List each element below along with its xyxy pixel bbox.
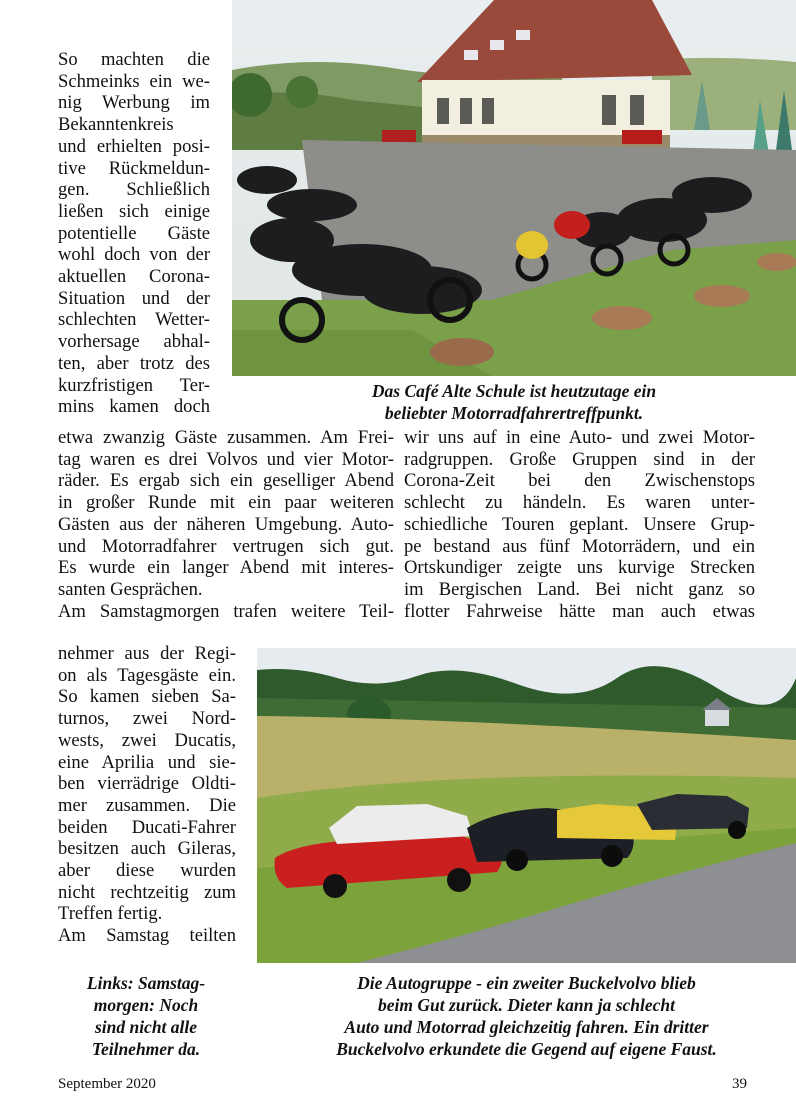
text-line: vorhersage abhal- bbox=[58, 331, 210, 353]
footer-date: September 2020 bbox=[58, 1076, 156, 1092]
text-line: tag waren es drei Volvos und vier Motor- bbox=[58, 448, 394, 470]
text-line: nicht rechtzeitig zum bbox=[58, 881, 236, 903]
text-line: besitzen auch Gileras, bbox=[58, 838, 236, 860]
text-line: ben vierrädrige Oldti- bbox=[58, 773, 236, 795]
text-line: mer zusammen. Die bbox=[58, 794, 236, 816]
text-line: So machten die bbox=[58, 49, 210, 70]
caption-line: Auto und Motorrad gleichzeitig fahren. Ein dritter bbox=[344, 1017, 709, 1037]
text-line: nig Werbung im bbox=[58, 92, 210, 114]
text-line: und Motorradfahrer vertrugen sich gut. bbox=[58, 535, 394, 557]
caption-line: morgen: Noch bbox=[93, 995, 199, 1015]
cafe-photo bbox=[232, 0, 796, 376]
text-line: Schmeinks ein we- bbox=[58, 70, 210, 92]
caption-line: Die Autogruppe - ein zweiter Buckelvolvo blieb bbox=[357, 973, 696, 993]
caption-line: beim Gut zurück. Dieter kann ja schlecht bbox=[377, 995, 676, 1015]
article-text-left-top bbox=[58, 49, 210, 418]
text-line: Am Samstag teilten bbox=[58, 925, 236, 947]
text-line: eine Aprilia und sie- bbox=[58, 751, 236, 773]
text-line: und erhielten posi- bbox=[58, 135, 210, 157]
text-line: turnos, zwei Nord- bbox=[58, 708, 236, 730]
text-line: potentielle Gäste bbox=[58, 222, 210, 244]
text-line: in großer Runde mit ein paar weiteren bbox=[58, 492, 394, 514]
text-line: wohl doch von der bbox=[58, 244, 210, 266]
cars-photo bbox=[257, 648, 796, 963]
text-line: Treffen fertig. bbox=[58, 903, 163, 925]
page-number: 39 bbox=[732, 1076, 747, 1092]
text-line: mins kamen doch bbox=[58, 396, 210, 418]
left-note-caption bbox=[55, 972, 237, 1060]
text-line: wir uns auf in eine Auto- und zwei Motor- bbox=[404, 427, 755, 448]
text-line: beiden Ducati-Fahrer bbox=[58, 816, 236, 838]
caption-line: Buckelvolvo erkundete die Gegend auf eigene Faust. bbox=[336, 1039, 717, 1059]
text-line: gen. Schließlich bbox=[58, 179, 210, 201]
text-line: aktuellen Corona- bbox=[58, 266, 210, 288]
text-line: pe bestand aus fünf Motorrädern, und ein bbox=[404, 535, 755, 557]
caption-line: sind nicht alle bbox=[94, 1017, 198, 1037]
text-line: schlechten Wetter- bbox=[58, 309, 210, 331]
caption-line: Teilnehmer da. bbox=[91, 1039, 201, 1059]
text-line: nehmer aus der Regi- bbox=[58, 643, 236, 664]
caption-line: beliebter Motorradfahrertreffpunkt. bbox=[384, 403, 644, 423]
text-line: kurzfristigen Ter- bbox=[58, 374, 210, 396]
text-line: Corona-Zeit bei den Zwischenstops bbox=[404, 470, 755, 492]
text-line: Situation und der bbox=[58, 287, 210, 309]
text-line: räder. Es ergab sich ein geselliger Abend bbox=[58, 470, 394, 492]
text-line: radgruppen. Große Gruppen sind in der bbox=[404, 448, 755, 470]
text-line: aber diese wurden bbox=[58, 860, 236, 882]
text-line: wests, zwei Ducatis, bbox=[58, 729, 236, 751]
text-line: flotter Fahrweise hätte man auch etwas bbox=[404, 600, 755, 622]
caption-line: Das Café Alte Schule ist heutzutage ein bbox=[371, 381, 657, 401]
text-line: im Bergischen Land. Bei nicht ganz so bbox=[404, 578, 755, 600]
text-line: schlecht zu händeln. Es waren unter- bbox=[404, 492, 755, 514]
text-line: Am Samstagmorgen trafen weitere Teil- bbox=[58, 600, 394, 622]
article-text-left-mid bbox=[58, 427, 394, 622]
text-line: ließen sich einige bbox=[58, 200, 210, 222]
text-line: Gästen aus der näheren Umgebung. Auto- bbox=[58, 513, 394, 535]
cafe-photo-caption bbox=[232, 380, 796, 424]
text-line: etwa zwanzig Gäste zusammen. Am Frei- bbox=[58, 427, 394, 448]
caption-line: Links: Samstag- bbox=[86, 973, 206, 993]
text-line: Bekanntenkreis bbox=[58, 114, 174, 136]
article-text-left-bottom bbox=[58, 643, 236, 947]
text-line: schiedliche Touren geplant. Unsere Grup- bbox=[404, 513, 755, 535]
text-line: Ortskundiger zeigte uns kurvige Strecken bbox=[404, 557, 755, 579]
text-line: on als Tagesgäste ein. bbox=[58, 664, 236, 686]
text-line: Es wurde ein langer Abend mit interes- bbox=[58, 557, 394, 579]
text-line: tive Rückmeldun- bbox=[58, 157, 210, 179]
article-text-right bbox=[404, 427, 755, 622]
text-line: So kamen sieben Sa- bbox=[58, 686, 236, 708]
text-line: ten, aber trotz des bbox=[58, 352, 210, 374]
text-line: santen Gesprächen. bbox=[58, 578, 203, 600]
cars-photo-caption bbox=[257, 972, 796, 1060]
